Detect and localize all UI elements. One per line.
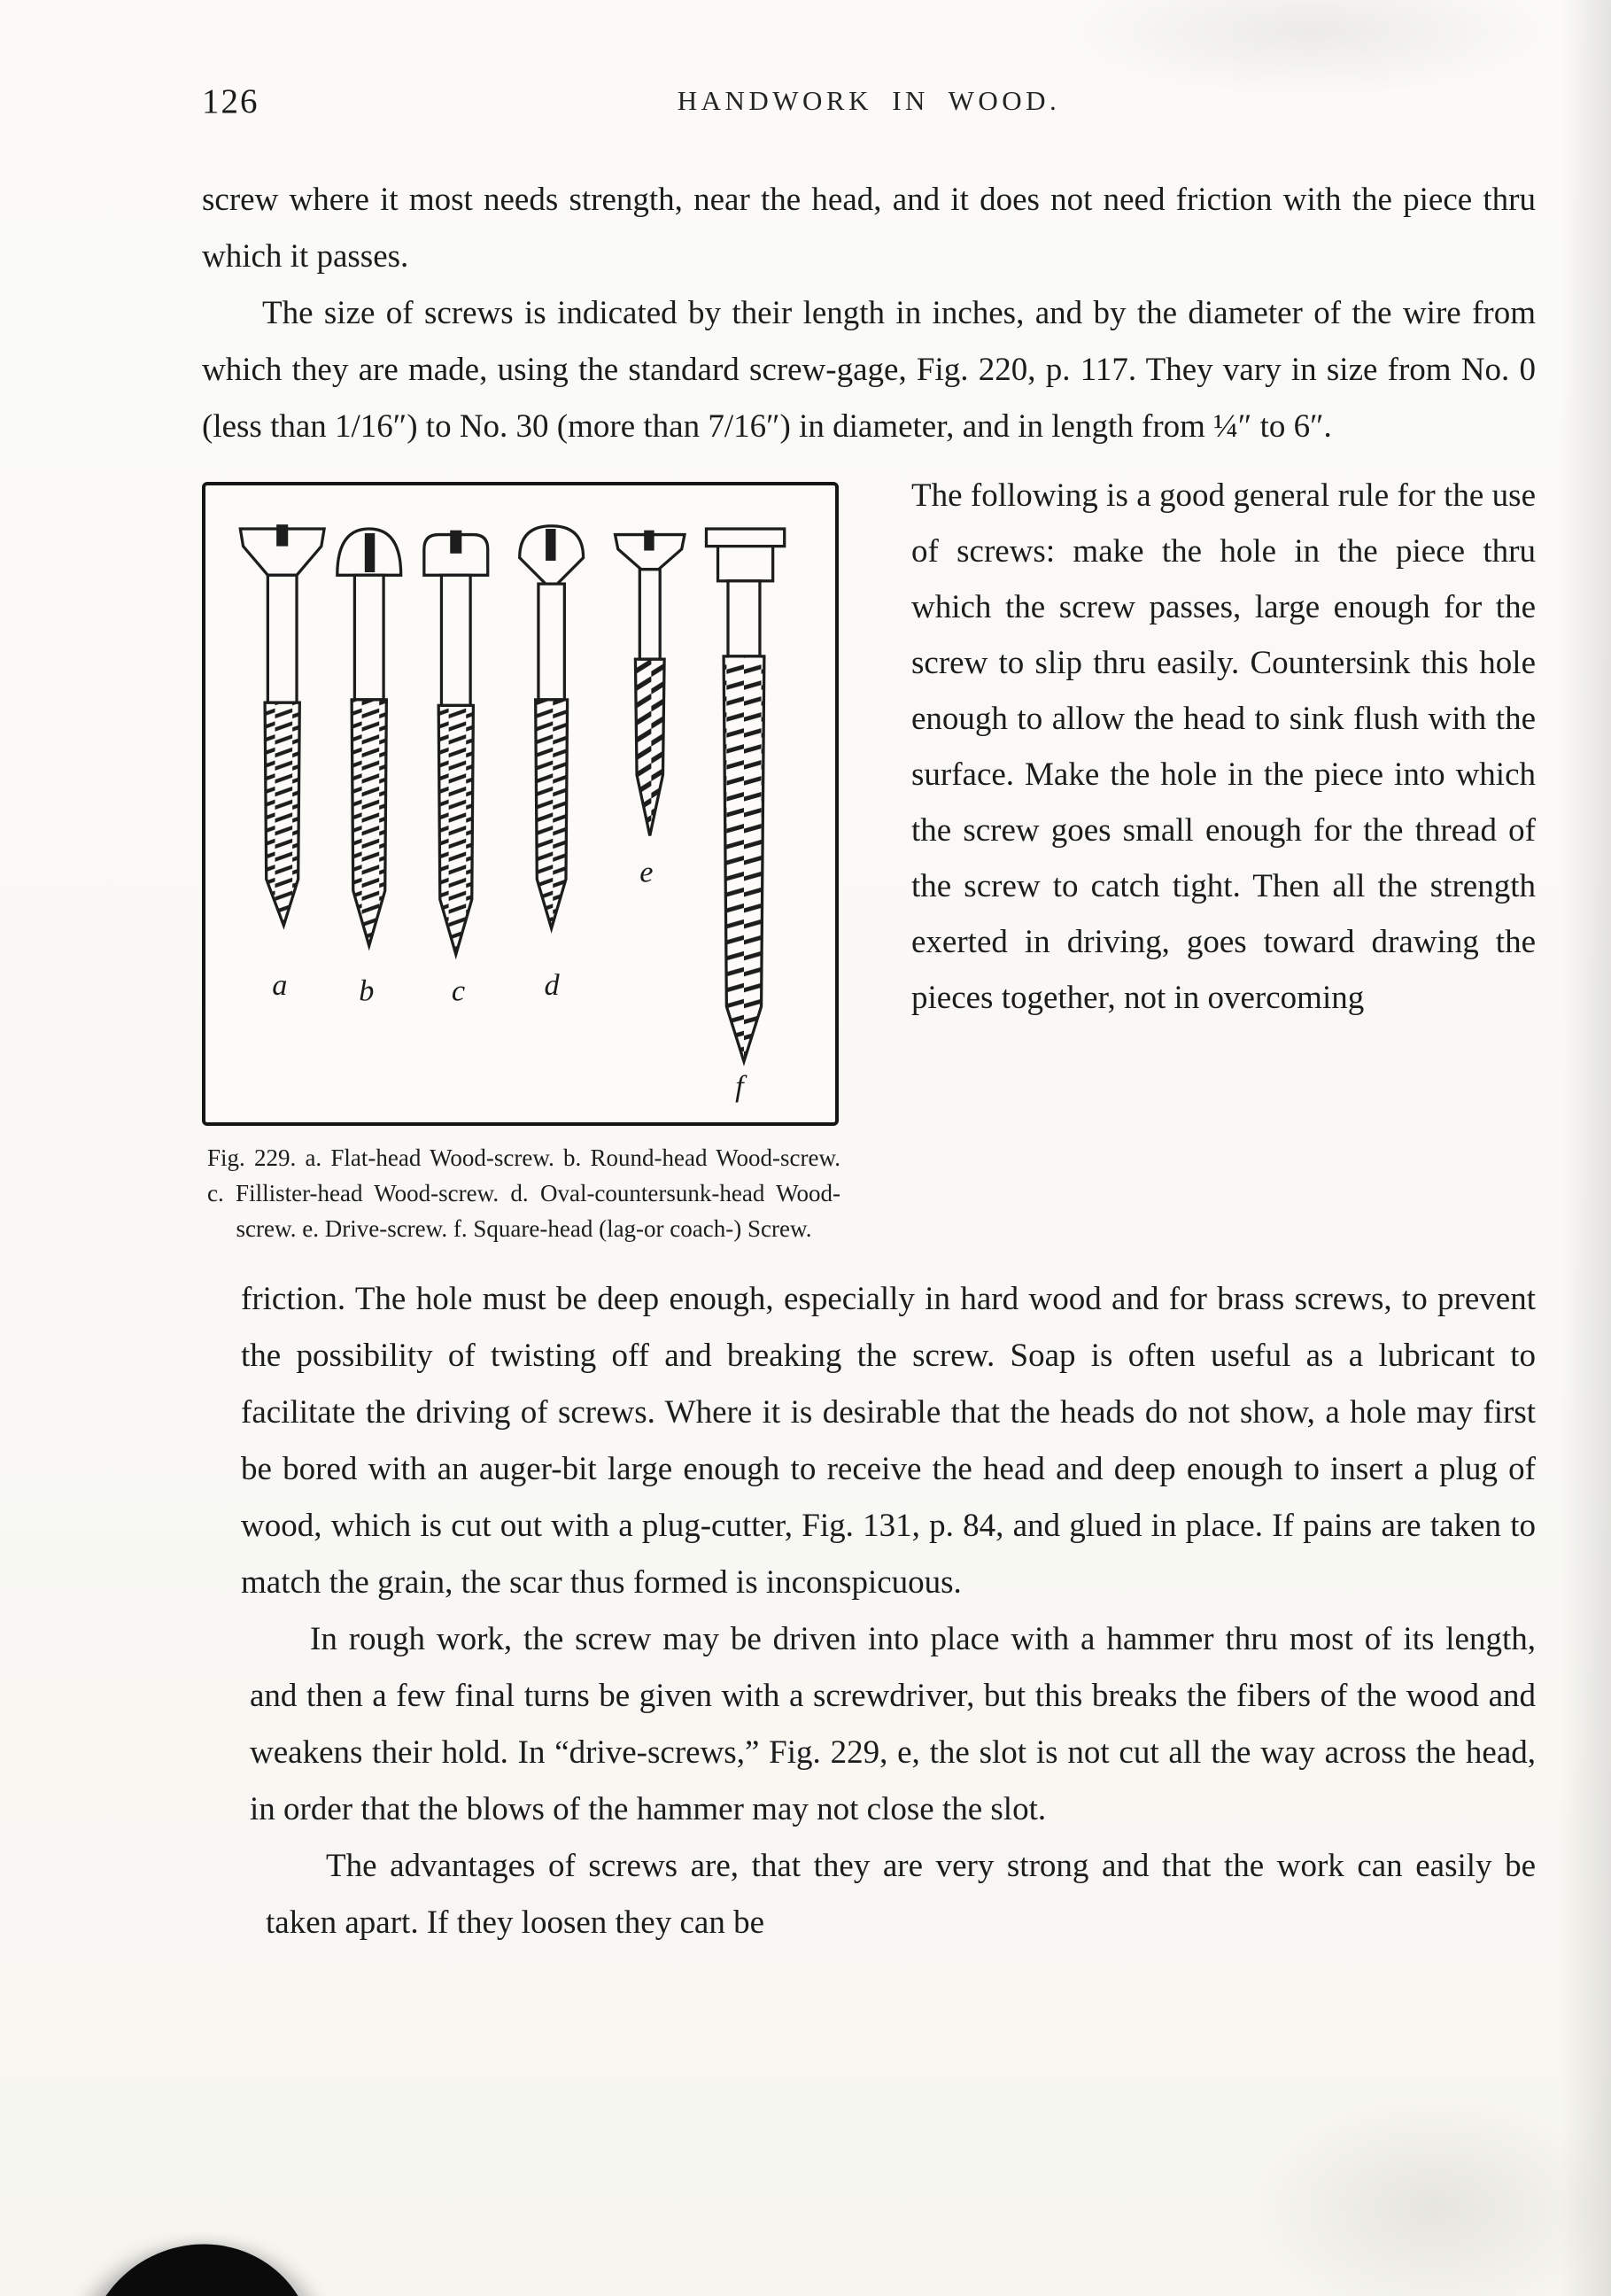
running-header: HANDWORK IN WOOD. — [677, 85, 1061, 116]
paragraph-3: The following is a good general rule for the use of screws: make the hole in the piece thru which the screw passes, large enough for the screw to slip thru easily. Countersink this hole enough to allow the head to sink flush with the surface. Make the hole in the piece into which the screw goes small enough for the thread of the screw to catch tight. Then all the strength exerted in driving, goes toward drawing the pieces together, not in overcoming — [911, 477, 1536, 1016]
figure-label-d: d — [544, 968, 560, 1003]
paragraph-1: screw where it most needs strength, near the head, and it does not need friction with the piece thru which it passes. — [202, 182, 1536, 275]
round-head-screw-drawing — [337, 529, 401, 946]
page-content — [202, 78, 1536, 1951]
paragraph-4: friction. The hole must be deep enough, especially in hard wood and for brass screws, to prevent the possibility of twisting off and breaking the screw. Soap is often useful as a lubricant to facilitate the driving of screws. Where it is desirable that the heads do not show, a hole may first be bored with an auger-bit large enough to receive the head and deep enough to insert a plug of wood, which is cut out with a plug-cutter, Fig. 131, p. 84, and glued in place. If pains are taken to match the grain, the scar thus formed is inconspicuous. — [241, 1281, 1536, 1601]
scan-artifact-blob — [77, 2237, 314, 2296]
paragraph-6: The advantages of screws are, that they are very strong and that the work can easily be taken apart. If they loosen they can be — [266, 1848, 1536, 1941]
oval-countersunk-screw-drawing — [520, 526, 584, 928]
scan-edge-shading-right — [1561, 0, 1611, 2296]
figure-label-f: f — [735, 1069, 744, 1104]
fillister-head-screw-drawing — [424, 531, 488, 955]
flat-head-screw-drawing — [240, 524, 324, 926]
figure-and-text-row — [202, 468, 1536, 1246]
figure-label-c: c — [451, 973, 466, 1008]
paragraph-2: The size of screws is indicated by their length in inches, and by the diameter of the wire from which they are made, using the standard screw-gage, Fig. 220, p. 117. They vary in size from No. 0 (less than 1/16″) to No. 30 (more than 7/16″) in diameter, and in length from ¼″ to 6″. — [202, 295, 1536, 445]
page-number: 126 — [202, 82, 259, 120]
figure-label-e: e — [639, 855, 654, 889]
figure-229 — [202, 482, 846, 1246]
figure-label-a: a — [272, 968, 288, 1003]
paragraph-5: In rough work, the screw may be driven into place with a hammer thru most of its length, and then a few final turns be given with a screwdriver, but this breaks the fibers of the wood and weakens their hold. In “drive-screws,” Fig. 229, e, the slot is not cut all the way across the head, in order that the blows of the hammer may not close the slot. — [250, 1621, 1536, 1827]
figure-label-b: b — [359, 973, 375, 1008]
figure-229-frame — [202, 482, 839, 1126]
scan-shading-bottom-right — [1248, 2092, 1611, 2296]
lag-screw-drawing — [706, 529, 784, 1061]
page-header — [202, 78, 1536, 129]
drive-screw-drawing — [616, 531, 685, 836]
figure-caption: Fig. 229. a. Flat-head Wood-screw. b. Round-head Wood-screw. c. Fillister-head Wood-screw. d. Oval-countersunk-head Wood-screw. e. Drive-screw. f. Square-head (lag-or coach-) Screw. — [207, 1144, 840, 1242]
wood-screws-illustration — [205, 485, 835, 1122]
